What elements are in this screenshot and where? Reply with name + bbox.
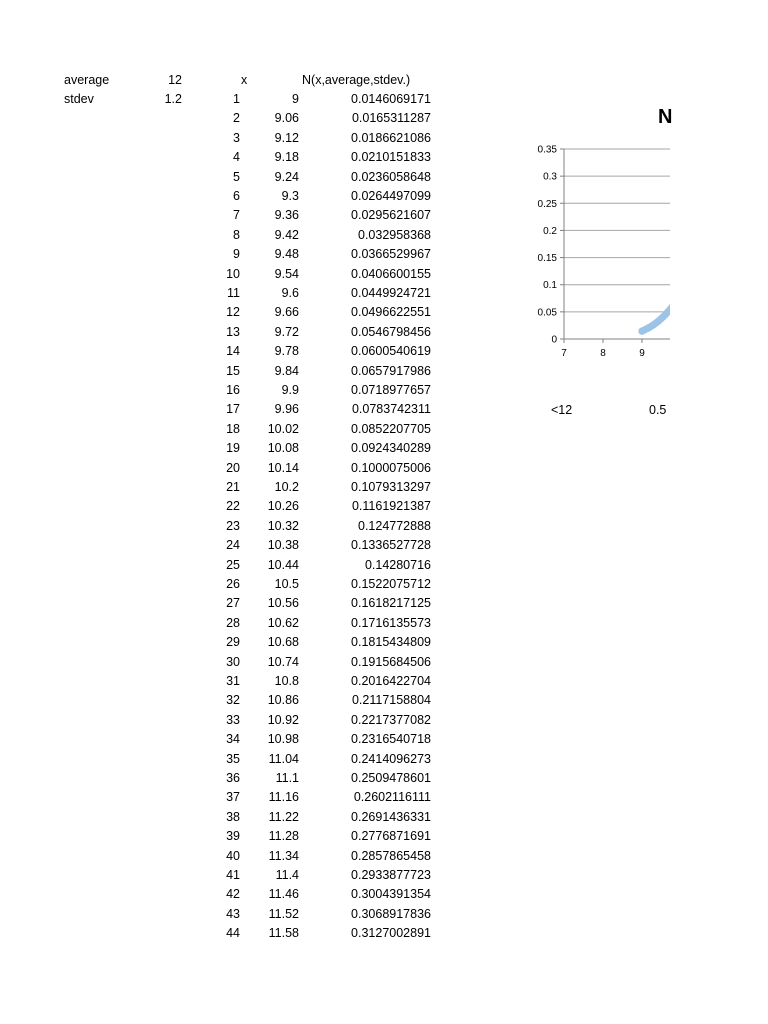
row-index[interactable]: 4 bbox=[233, 150, 240, 165]
row-n-value[interactable]: 0.3068917836 bbox=[351, 906, 431, 921]
row-index[interactable]: 25 bbox=[226, 557, 240, 572]
table-row bbox=[0, 227, 440, 246]
row-x-value[interactable]: 10.38 bbox=[267, 538, 299, 553]
row-index[interactable]: 43 bbox=[226, 906, 240, 921]
row-index[interactable]: 14 bbox=[226, 344, 240, 359]
table-row bbox=[0, 188, 440, 207]
table-row bbox=[0, 576, 440, 595]
row-x-value[interactable]: 10.44 bbox=[267, 557, 299, 572]
table-row bbox=[0, 886, 440, 905]
row-n-value[interactable]: 0.1000075006 bbox=[351, 460, 431, 475]
row-index[interactable]: 15 bbox=[226, 363, 240, 378]
row-n-value[interactable]: 0.2776871691 bbox=[351, 829, 431, 844]
row-n-value[interactable]: 0.0236058648 bbox=[351, 169, 431, 184]
row-x-value[interactable]: 9.06 bbox=[274, 111, 299, 126]
table-row bbox=[0, 731, 440, 750]
row-index[interactable]: 18 bbox=[226, 421, 240, 436]
table-row bbox=[0, 712, 440, 731]
table-row bbox=[0, 304, 440, 323]
row-n-value[interactable]: 0.0924340289 bbox=[351, 441, 431, 456]
row-x-value[interactable]: 10.56 bbox=[267, 596, 299, 611]
average-value[interactable]: 12 bbox=[168, 73, 182, 87]
row-index[interactable]: 39 bbox=[226, 829, 240, 844]
row-x-value[interactable]: 10.62 bbox=[267, 615, 299, 630]
row-x-value[interactable]: 11.52 bbox=[268, 906, 299, 921]
row-n-value[interactable]: 0.14280716 bbox=[364, 557, 431, 572]
row-n-value[interactable]: 0.0146069171 bbox=[351, 92, 431, 106]
stdev-value[interactable]: 1.2 bbox=[164, 92, 182, 106]
row-x-value[interactable]: 10.92 bbox=[267, 712, 299, 727]
row-index[interactable]: 35 bbox=[226, 751, 240, 766]
side-value[interactable]: 0.5 bbox=[649, 403, 667, 417]
row-x-value[interactable]: 9.18 bbox=[274, 150, 299, 165]
row-index[interactable]: 2 bbox=[233, 111, 240, 126]
row-index[interactable]: 36 bbox=[226, 771, 240, 785]
x-tick-label: 8 bbox=[600, 348, 606, 359]
table-row bbox=[0, 440, 440, 459]
row-n-value[interactable]: 0.0546798456 bbox=[351, 324, 431, 339]
row-x-value[interactable]: 9.54 bbox=[274, 266, 299, 281]
chart-title: N bbox=[658, 106, 673, 128]
table-row bbox=[0, 246, 440, 265]
x-tick-label: 7 bbox=[561, 348, 567, 359]
table-row bbox=[0, 654, 440, 673]
row-index[interactable]: 24 bbox=[226, 538, 240, 553]
row-index[interactable]: 7 bbox=[233, 208, 240, 223]
row-x-value[interactable]: 9.66 bbox=[274, 305, 299, 320]
table-row bbox=[0, 498, 440, 517]
table-row bbox=[0, 91, 440, 110]
table-row bbox=[0, 110, 440, 129]
average-label: average bbox=[64, 73, 110, 87]
row-n-value[interactable]: 0.0210151833 bbox=[351, 150, 431, 165]
row-n-value[interactable]: 0.2602116111 bbox=[353, 790, 431, 805]
y-tick-label: 0.3 bbox=[543, 171, 557, 183]
row-x-value[interactable]: 10.74 bbox=[267, 654, 299, 669]
row-x-value[interactable]: 9.3 bbox=[281, 189, 299, 203]
table-row bbox=[0, 615, 440, 634]
row-index[interactable]: 31 bbox=[226, 674, 240, 688]
row-x-value[interactable]: 9.9 bbox=[281, 383, 299, 397]
row-n-value[interactable]: 0.2217377082 bbox=[351, 712, 431, 727]
row-index[interactable]: 10 bbox=[226, 266, 240, 281]
table-row bbox=[0, 809, 440, 828]
row-n-value[interactable]: 0.2509478601 bbox=[351, 771, 431, 785]
row-index[interactable]: 27 bbox=[226, 596, 240, 611]
row-n-value[interactable]: 0.2691436331 bbox=[351, 809, 431, 824]
row-n-value[interactable]: 0.3004391354 bbox=[351, 887, 431, 902]
table-row bbox=[0, 169, 440, 188]
row-n-value[interactable]: 0.0165311287 bbox=[351, 111, 431, 126]
table-row bbox=[0, 149, 440, 168]
row-index[interactable]: 40 bbox=[226, 848, 240, 863]
row-x-value[interactable]: 11.4 bbox=[275, 868, 299, 882]
table-row bbox=[0, 692, 440, 711]
row-n-value[interactable]: 0.1815434809 bbox=[351, 635, 431, 650]
row-x-value[interactable]: 9.78 bbox=[274, 344, 299, 359]
table-row bbox=[0, 285, 440, 304]
row-n-value[interactable]: 0.1716135573 bbox=[351, 615, 431, 630]
row-n-value[interactable]: 0.0295621607 bbox=[351, 208, 431, 223]
table-row bbox=[0, 518, 440, 537]
row-x-value[interactable]: 10.02 bbox=[267, 421, 299, 436]
row-index[interactable]: 29 bbox=[226, 635, 240, 650]
table-row bbox=[0, 421, 440, 440]
row-index[interactable]: 16 bbox=[226, 383, 240, 397]
row-n-value[interactable]: 0.0657917986 bbox=[351, 363, 431, 378]
row-index[interactable]: 32 bbox=[226, 693, 240, 708]
table-row bbox=[0, 789, 440, 808]
table-row bbox=[0, 537, 440, 556]
row-n-value[interactable]: 0.0264497099 bbox=[351, 189, 431, 203]
row-index[interactable]: 42 bbox=[226, 887, 240, 902]
side-label: <12 bbox=[551, 403, 573, 417]
row-index[interactable]: 20 bbox=[226, 460, 240, 475]
table-row bbox=[0, 770, 440, 789]
row-x-value[interactable]: 9.84 bbox=[274, 363, 299, 378]
row-x-value[interactable]: 10.26 bbox=[267, 499, 299, 514]
row-index[interactable]: 13 bbox=[226, 324, 240, 339]
row-n-value[interactable]: 0.124772888 bbox=[358, 518, 431, 533]
row-index[interactable]: 5 bbox=[233, 169, 240, 184]
row-x-value[interactable]: 9.48 bbox=[274, 247, 299, 262]
y-tick-label: 0.2 bbox=[543, 225, 557, 237]
y-tick-label: 0.15 bbox=[537, 253, 557, 265]
row-index[interactable]: 22 bbox=[226, 499, 240, 514]
row-x-value[interactable]: 10.98 bbox=[267, 732, 299, 747]
row-n-value[interactable]: 0.2414096273 bbox=[351, 751, 431, 766]
row-n-value[interactable]: 0.1522075712 bbox=[351, 577, 431, 591]
row-index[interactable]: 37 bbox=[226, 790, 240, 805]
row-n-value[interactable]: 0.0600540619 bbox=[351, 344, 431, 359]
table-row bbox=[0, 906, 440, 925]
row-n-value[interactable]: 0.032958368 bbox=[358, 227, 431, 242]
row-n-value[interactable]: 0.0366529967 bbox=[351, 247, 431, 262]
row-x-value[interactable]: 9 bbox=[292, 92, 299, 106]
row-n-value[interactable]: 0.0449924721 bbox=[351, 286, 431, 300]
chart-svg bbox=[520, 100, 673, 360]
row-n-value[interactable]: 0.3127002891 bbox=[351, 926, 431, 941]
row-x-value[interactable]: 9.36 bbox=[274, 208, 299, 223]
table-row bbox=[0, 673, 440, 692]
chart[interactable] bbox=[520, 100, 673, 360]
row-n-value[interactable]: 0.0718977657 bbox=[351, 383, 431, 397]
y-tick-label: 0.25 bbox=[537, 198, 557, 210]
row-x-value[interactable]: 10.8 bbox=[274, 674, 299, 688]
y-tick-label: 0 bbox=[551, 334, 557, 346]
row-x-value[interactable]: 11.1 bbox=[275, 771, 299, 785]
row-index[interactable]: 33 bbox=[226, 712, 240, 727]
table-row bbox=[0, 401, 440, 420]
row-x-value[interactable]: 9.72 bbox=[274, 324, 299, 339]
row-x-value[interactable]: 10.68 bbox=[267, 635, 299, 650]
row-index[interactable]: 8 bbox=[233, 227, 240, 242]
row-n-value[interactable]: 0.1618217125 bbox=[351, 596, 431, 611]
row-index[interactable]: 9 bbox=[233, 247, 240, 262]
row-n-value[interactable]: 0.0406600155 bbox=[351, 266, 431, 281]
row-n-value[interactable]: 0.1915684506 bbox=[351, 654, 431, 669]
row-n-value[interactable]: 0.2016422704 bbox=[351, 674, 431, 688]
row-n-value[interactable]: 0.1161921387 bbox=[351, 499, 431, 514]
table-row bbox=[0, 130, 440, 149]
row-x-value[interactable]: 11.58 bbox=[268, 926, 299, 941]
row-x-value[interactable]: 11.04 bbox=[268, 751, 299, 766]
row-index[interactable]: 11 bbox=[227, 286, 240, 300]
row-n-value[interactable]: 0.1079313297 bbox=[351, 480, 431, 494]
row-index[interactable]: 19 bbox=[226, 441, 240, 456]
row-x-value[interactable]: 9.42 bbox=[274, 227, 299, 242]
table-row bbox=[0, 595, 440, 614]
row-x-value[interactable]: 9.96 bbox=[274, 402, 299, 417]
row-n-value[interactable]: 0.2316540718 bbox=[351, 732, 431, 747]
table-row bbox=[0, 363, 440, 382]
table-row bbox=[0, 324, 440, 343]
y-tick-label: 0.35 bbox=[537, 144, 557, 156]
row-index[interactable]: 30 bbox=[226, 654, 240, 669]
table-row bbox=[0, 828, 440, 847]
header-x: x bbox=[241, 73, 248, 87]
table-row bbox=[0, 867, 440, 886]
y-tick-label: 0.05 bbox=[537, 307, 557, 319]
row-index[interactable]: 12 bbox=[226, 305, 240, 320]
row-n-value[interactable]: 0.0496622551 bbox=[351, 305, 431, 320]
row-n-value[interactable]: 0.2117158804 bbox=[351, 693, 431, 708]
row-index[interactable]: 6 bbox=[233, 189, 240, 203]
table-row bbox=[0, 634, 440, 653]
stdev-label: stdev bbox=[64, 92, 94, 106]
row-x-value[interactable]: 11.46 bbox=[268, 887, 299, 902]
row-x-value[interactable]: 9.24 bbox=[274, 169, 299, 184]
x-tick-label: 9 bbox=[639, 348, 645, 359]
table-row bbox=[0, 925, 440, 944]
row-x-value[interactable]: 11.16 bbox=[268, 790, 299, 805]
row-x-value[interactable]: 11.22 bbox=[268, 809, 299, 824]
row-n-value[interactable]: 0.1336527728 bbox=[351, 538, 431, 553]
row-index[interactable]: 17 bbox=[226, 402, 240, 417]
table-row bbox=[0, 266, 440, 285]
table-row bbox=[0, 751, 440, 770]
row-index[interactable]: 21 bbox=[226, 480, 240, 494]
row-n-value[interactable]: 0.2857865458 bbox=[351, 848, 431, 863]
table-row bbox=[0, 479, 440, 498]
row-index[interactable]: 3 bbox=[233, 130, 240, 145]
row-x-value[interactable]: 11.28 bbox=[268, 829, 299, 844]
row-n-value[interactable]: 0.0186621086 bbox=[351, 130, 431, 145]
table-row bbox=[0, 382, 440, 401]
row-n-value[interactable]: 0.0783742311 bbox=[351, 402, 431, 417]
row-index[interactable]: 38 bbox=[226, 809, 240, 824]
row-index[interactable]: 23 bbox=[226, 518, 240, 533]
table-row bbox=[0, 557, 440, 576]
y-tick-label: 0.1 bbox=[543, 280, 557, 292]
row-x-value[interactable]: 11.34 bbox=[268, 848, 299, 863]
header-n: N(x,average,stdev.) bbox=[302, 73, 411, 87]
table-row bbox=[0, 343, 440, 362]
row-x-value[interactable]: 10.08 bbox=[267, 441, 299, 456]
row-index[interactable]: 28 bbox=[226, 615, 240, 630]
row-x-value[interactable]: 10.32 bbox=[267, 518, 299, 533]
table-row bbox=[0, 848, 440, 867]
row-x-value[interactable]: 10.2 bbox=[274, 480, 299, 494]
row-index[interactable]: 41 bbox=[226, 868, 240, 882]
row-x-value[interactable]: 10.86 bbox=[267, 693, 299, 708]
table-row bbox=[0, 207, 440, 226]
row-n-value[interactable]: 0.0852207705 bbox=[351, 421, 431, 436]
row-x-value[interactable]: 9.12 bbox=[274, 130, 299, 145]
row-index[interactable]: 44 bbox=[226, 926, 240, 941]
row-x-value[interactable]: 10.14 bbox=[267, 460, 299, 475]
row-x-value[interactable]: 10.5 bbox=[274, 577, 299, 591]
row-x-value[interactable]: 9.6 bbox=[281, 286, 299, 300]
row-index[interactable]: 34 bbox=[226, 732, 240, 747]
row-n-value[interactable]: 0.2933877723 bbox=[351, 868, 431, 882]
table-row bbox=[0, 460, 440, 479]
row-index[interactable]: 1 bbox=[233, 92, 240, 106]
row-index[interactable]: 26 bbox=[226, 577, 240, 591]
